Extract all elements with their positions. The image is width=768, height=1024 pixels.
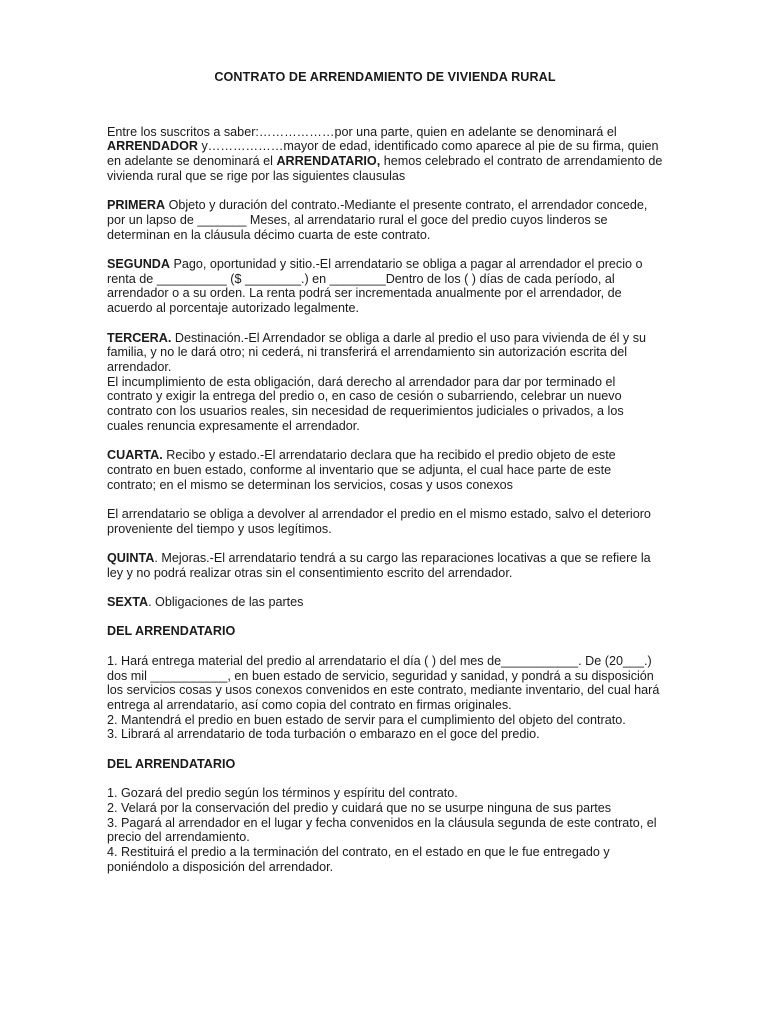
list-item: 3. Librará al arrendatario de toda turbación o embarazo en el goce del predio. [107,727,540,742]
intro-text-1: Entre los suscritos a saber:………………por una parte, quien en adelante se denominará el [107,124,617,139]
list-item: 1. Hará entrega material del predio al arrendatario el día ( ) del mes de___________. De (20___.) dos mil ___________, en buen estado de servicio, seguridad y sanidad, y pondrá a su disposición los servicios cosas y usos conexos convenidos en este contrato, mediante inventario, del cual hará entrega al arrendatario, así como copia del contrato en firmas originales. [107,653,660,712]
clause-sexta [107,595,663,610]
clause-sexta-text: . Obligaciones de las partes [148,595,304,610]
list-item: 1. Gozará del predio según los términos y espíritu del contrato. [107,786,458,801]
clause-sexta-label: SEXTA [107,595,149,610]
clause-quinta [107,551,663,580]
arrendador-term: ARRENDADOR [107,139,198,154]
clause-segunda [107,257,663,316]
list-item: 4. Restituirá el predio a la terminación del contrato, en el estado en que le fue entregado y poniéndolo a disposición del arrendador. [107,844,610,874]
clause-cuarta [107,448,663,492]
section-heading-2: DEL ARRENDATARIO [107,756,236,771]
document-title: CONTRATO DE ARRENDAMIENTO DE VIVIENDA RURAL [214,70,556,84]
clause-quinta-label: QUINTA [107,551,155,565]
clause-cuarta-label: CUARTA. [107,448,163,463]
intro-text-2: y………………mayor de edad, identificado como aparece al pie de su firma, quien en adelante se denominará el [107,139,659,169]
clause-cuarta-text: Recibo y estado.-El arrendatario declara que ha recibido el predio objeto de este contrato en buen estado, conforme al inventario que se adjunta, el cual hace parte de este contrato; en el mismo se determinan los servicios, cosas y usos conexos [107,448,616,492]
clause-tercera [107,331,663,375]
section-heading-1: DEL ARRENDATARIO [107,624,236,639]
clause-primera-text: Objeto y duración del contrato.-Mediante el presente contrato, el arrendador concede, por un lapso de _______ Meses, al arrendatario rural el goce del predio cuyos linderos se determinan en la cláusula décimo cuarta de este contrato. [107,198,648,242]
clause-tercera-label: TERCERA. [107,330,172,345]
clause-tercera-text: Destinación.-El Arrendador se obliga a darle al predio el uso para vivienda de él y su familia, y no le dará otro; ni cederá, ni transferirá el arrendamiento sin autorización escrita del arrendador. [107,330,647,374]
list-item: 2. Mantendrá el predio en buen estado de servir para el cumplimiento del objeto del contrato. [107,712,626,727]
clause-tercera-continued: El incumplimiento de esta obligación, dará derecho al arrendador para dar por terminado el contrato y exigir la entrega del predio o, en caso de cesión o subarriendo, celebrar un nuevo contrato con los usuarios reales, sin necesidad de requerimientos judiciales o privados, a los cuales renuncia expresamente el arrendador. [107,374,624,433]
clause-primera [107,198,663,242]
intro-paragraph [107,125,663,184]
intro-text-3: hemos celebrado el contrato de arrendamiento de vivienda rural que se rige por las siguientes clausulas [107,154,663,183]
list-item: 3. Pagará al arrendador en el lugar y fecha convenidos en la cláusula segunda de este contrato, el precio del arrendamiento. [107,815,657,845]
clause-segunda-text: Pago, oportunidad y sitio.-El arrendatario se obliga a pagar al arrendador el precio o renta de __________ ($ ________.) en ________Dentro de los ( ) días de cada período, al arrendador o a su orden. La renta podrá ser incrementada anualmente por el arrendador, de acuerdo al porcentaje autorizado legalmente. [107,257,643,316]
document-body [107,70,663,874]
list-item: 2. Velará por la conservación del predio y cuidará que no se usurpe ninguna de sus partes [107,800,612,815]
clause-quinta-text: . Mejoras.-El arrendatario tendrá a su cargo las reparaciones locativas a que se refiere la ley y no podrá realizar otras sin el consentimiento escrito del arrendador. [107,551,651,580]
clause-cuarta-continued: El arrendatario se obliga a devolver al arrendador el predio en el mismo estado, salvo el deterioro proveniente del tiempo y usos legítimos. [107,506,651,536]
arrendatario-term: ARRENDATARIO, [276,154,381,169]
clause-primera-label: PRIMERA [107,198,166,213]
clause-segunda-label: SEGUNDA [107,257,170,271]
